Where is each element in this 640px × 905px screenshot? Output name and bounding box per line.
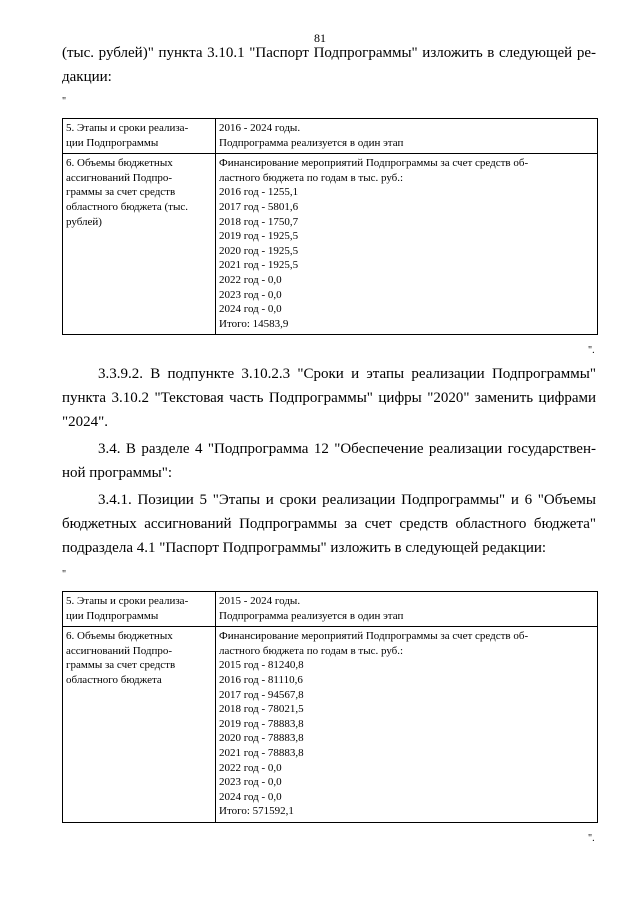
cell-line: 6. Объемы бюджетных	[66, 630, 173, 643]
intro-paragraph	[62, 41, 596, 89]
cell-line: 2022 год - 0,0	[219, 273, 282, 286]
cell-line: Итого: 571592,1	[219, 805, 294, 818]
cell-line: ции Подпрограммы	[66, 609, 159, 622]
table-row	[63, 592, 598, 627]
cell-line: 2016 - 2024 годы.	[219, 122, 301, 134]
passport-table-2	[62, 591, 598, 823]
text-line: 3.4. В разделе 4 "Подпрограмма 12 "Обеспечение реализации государствен-	[98, 441, 596, 457]
table-row	[63, 154, 598, 335]
cell-line: 2023 год - 0,0	[219, 776, 282, 789]
close-quote: ".	[588, 345, 595, 356]
cell-line: 2018 год - 78021,5	[219, 703, 304, 716]
text-line: пункта 3.10.2 "Текстовая часть Подпрограммы" цифры "2020" заменить цифрами	[62, 390, 596, 406]
text-line: дакции:	[62, 69, 112, 85]
open-quote: "	[62, 96, 67, 107]
paragraph-3-4	[62, 437, 596, 485]
cell-line: 5. Этапы и сроки реализа-	[66, 122, 189, 134]
text-line: (тыс. рублей)" пункта 3.10.1 "Паспорт Подпрограммы" изложить в следующей ре-	[62, 45, 596, 61]
label-cell	[63, 627, 216, 823]
cell-line: граммы за счет средств	[66, 659, 176, 672]
cell-line: Подпрограмма реализуется в один этап	[219, 136, 404, 149]
page-number: 81	[314, 31, 326, 45]
paragraph-3-4-1	[62, 488, 596, 560]
cell-line: 2019 год - 78883,8	[219, 717, 304, 730]
text-line: бюджетных ассигнований Подпрограммы за счет средств областного бюджета"	[62, 516, 596, 532]
cell-line: 2023 год - 0,0	[219, 288, 282, 301]
paragraph-3-3-9-2	[62, 362, 596, 434]
value-cell	[216, 154, 598, 335]
value-cell	[216, 592, 598, 627]
cell-line: ассигнований Подпро-	[66, 171, 173, 184]
cell-line: 2021 год - 1925,5	[219, 259, 299, 272]
label-cell	[63, 592, 216, 627]
cell-line: 2018 год - 1750,7	[219, 215, 299, 228]
cell-line: 2017 год - 5801,6	[219, 200, 299, 213]
cell-line: 2020 год - 1925,5	[219, 244, 299, 257]
cell-line: 2019 год - 1925,5	[219, 230, 299, 243]
cell-line: Финансирование мероприятий Подпрограммы за счет средств об-	[219, 630, 529, 643]
cell-line: Финансирование мероприятий Подпрограммы за счет средств об-	[219, 157, 529, 170]
open-quote: "	[62, 569, 67, 580]
cell-line: 2015 - 2024 годы.	[219, 595, 301, 607]
cell-line: 2024 год - 0,0	[219, 790, 282, 803]
cell-line: граммы за счет средств	[66, 186, 176, 199]
cell-line: 6. Объемы бюджетных	[66, 157, 173, 170]
cell-line: 2015 год - 81240,8	[219, 659, 304, 672]
cell-line: 2016 год - 1255,1	[219, 186, 299, 199]
cell-line: 2024 год - 0,0	[219, 303, 282, 316]
cell-line: областного бюджета (тыс.	[66, 200, 189, 213]
cell-line: 2021 год - 78883,8	[219, 746, 304, 759]
value-cell	[216, 119, 598, 154]
cell-line: 5. Этапы и сроки реализа-	[66, 595, 189, 607]
text-line: 3.3.9.2. В подпункте 3.10.2.3 "Сроки и этапы реализации Подпрограммы"	[98, 366, 596, 382]
cell-line: рублей)	[66, 215, 102, 228]
cell-line: 2016 год - 81110,6	[219, 673, 303, 686]
passport-table-1	[62, 118, 598, 335]
text-line: подраздела 4.1 "Паспорт Подпрограммы" изложить в следующей редакции:	[62, 540, 547, 556]
label-cell	[63, 119, 216, 154]
cell-line: 2022 год - 0,0	[219, 761, 282, 774]
text-line: ной программы":	[62, 465, 172, 481]
cell-line: 2020 год - 78883,8	[219, 732, 304, 745]
cell-line: областного бюджета	[66, 673, 162, 686]
cell-line: ассигнований Подпро-	[66, 644, 173, 657]
cell-line: ластного бюджета по годам в тыс. руб.:	[219, 171, 404, 184]
cell-line: Итого: 14583,9	[219, 317, 289, 330]
cell-line: ластного бюджета по годам в тыс. руб.:	[219, 644, 404, 657]
value-cell	[216, 627, 598, 823]
close-quote: ".	[588, 833, 595, 844]
text-line: 3.4.1. Позиции 5 "Этапы и сроки реализации Подпрограммы" и 6 "Объемы	[98, 492, 596, 508]
cell-line: Подпрограмма реализуется в один этап	[219, 609, 404, 622]
cell-line: 2017 год - 94567,8	[219, 688, 304, 701]
cell-line: ции Подпрограммы	[66, 136, 159, 149]
text-line: "2024".	[62, 414, 108, 430]
label-cell	[63, 154, 216, 335]
table-row	[63, 627, 598, 823]
table-row	[63, 119, 598, 154]
